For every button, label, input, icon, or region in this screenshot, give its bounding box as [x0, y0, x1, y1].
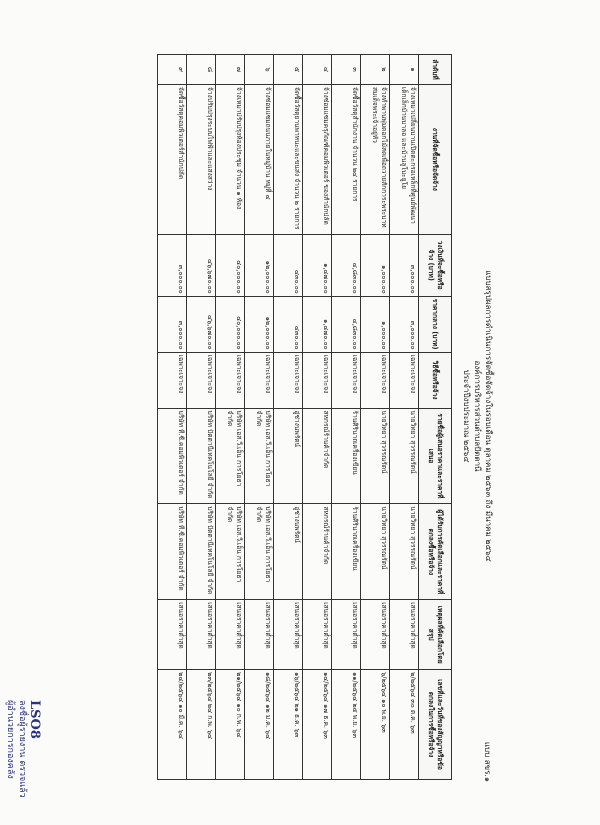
cell-reason: เสนอราคาต่ำสุด [332, 600, 361, 670]
cell-budget: ๔,๘๓๐.๐๐ [332, 234, 361, 296]
cell-no: ๖ [245, 55, 274, 85]
table-row [158, 55, 187, 780]
cell-method: เฉพาะเจาะจง [245, 352, 274, 408]
cell-bidders: บริษัท เอส.วี.เอ็น การโยธา จำกัด [245, 408, 274, 504]
cell-selected: บริษัท ที.ซี.คอมพิวเตอร์ จำกัด [158, 504, 187, 600]
col-header-median-price: ราคากลาง (บาท) [419, 296, 452, 352]
table-row [390, 55, 419, 780]
title-line-3: ประจำปีงบประมาณ ๒๕๖๔ [462, 369, 471, 463]
cell-no: ๘ [187, 55, 216, 85]
cell-contract: ๒๓/๒๕๖๔ ๒๔ ก.พ. ๖๔ [187, 670, 216, 780]
cell-item: จ้างเหมาเปลี่ยนบานเปิดตะกรอเหล็กที่ศูนย์พัฒนาเด็กเล็กบ้านบาลอ และบ้านลูโบะยูโย [390, 84, 419, 234]
col-header-selected: ผู้ได้รับการคัดเลือกและราคาที่ตกลงซื้อหรือจ้าง [419, 504, 452, 600]
cell-budget: ๑๒,๐๐๐.๐๐ [245, 234, 274, 296]
cell-contract: ๑๘/๒๕๖๔ ๑๒ ม.ค. ๖๔ [245, 670, 274, 780]
cell-item: จัดซื้อวัสดุสำนักงาน จำนวน ๒๔ รายการ [332, 84, 361, 234]
cell-bidders: นายวิทยา สุวรรณรัตน์ [390, 408, 419, 504]
cell-reason: เสนอราคาต่ำสุด [303, 600, 332, 670]
cell-selected: นายวิทยา สุวรรณรัตน์ [361, 504, 390, 600]
col-header-item: งานที่จัดซื้อหรือจัดจ้าง [419, 84, 452, 234]
cell-selected: อู่ช่างนพรัตน์ [274, 504, 303, 600]
table-row [187, 55, 216, 780]
cell-no: ๓ [332, 55, 361, 85]
form-code: แบบ สขร.๑ [483, 741, 492, 782]
cell-budget: ๔๓๐.๐๐ [274, 234, 303, 296]
cell-selected: บริษัท ปัตตานีเทคโนโลยี จำกัด [187, 504, 216, 600]
cell-budget: ๑,๔๗๐.๐๐ [303, 234, 332, 296]
cell-no: ๗ [216, 55, 245, 85]
cell-selected: บริษัท เอส.วี.เอ็น การโยธา จำกัด [216, 504, 245, 600]
table-row [274, 55, 303, 780]
cell-bidders: อู่ช่างนพรัตน์ [274, 408, 303, 504]
cell-reason: เสนอราคาต่ำสุด [187, 600, 216, 670]
cell-item: จัดซื้อวัสดุยานพาหนะและขนส่ง จำนวน ๒ รายการ [274, 84, 303, 234]
table-row [216, 55, 245, 780]
cell-bidders: ร้านศิรินาถเครื่องเขียน [332, 408, 361, 504]
cell-median-price: ๓,๐๐๐.๐๐ [158, 296, 187, 352]
cell-no: ๔ [303, 55, 332, 85]
cell-item: จ้างเหมาปรับปรุงห้องประชุม จำนวน ๑ ห้อง [216, 84, 245, 234]
cell-budget: ๓,๐๐๐.๐๐ [158, 234, 187, 296]
title-line-2: องค์การบริหารส่วนตำบลปัตตานี [473, 360, 482, 472]
cell-method: เฉพาะเจาะจง [361, 352, 390, 408]
signature-line-2: ผู้อำนวยการกองคลัง [5, 700, 15, 779]
table-header-row [419, 55, 452, 780]
cell-contract: ๑๔/๒๕๖๔ ๑๗ ธ.ค. ๖๓ [303, 670, 332, 780]
col-header-budget: วงเงินที่จะซื้อหรือจ้าง (บาท) [419, 234, 452, 296]
cell-item: จ้างซ่อมแซมครุภัณฑ์คอมพิวเตอร์ ของสำนักปลัด [303, 84, 332, 234]
cell-median-price: ๑,๔๗๐.๐๐ [303, 296, 332, 352]
cell-no: ๒ [361, 55, 390, 85]
cell-selected: สหกรณ์ร้านค้าจำกัด [303, 504, 332, 600]
cell-bidders: สหกรณ์ร้านค้าจำกัด [303, 408, 332, 504]
cell-budget: ๔๖,๖๗๐.๐๐ [187, 234, 216, 296]
cell-reason: เสนอราคาต่ำสุด [274, 600, 303, 670]
cell-no: ๙ [158, 55, 187, 85]
cell-reason: เสนอราคาต่ำสุด [216, 600, 245, 670]
cell-contract: ๑๑/๒๕๖๔ ๒๕ พ.ย. ๖๓ [332, 670, 361, 780]
cell-contract: ๒/๒๕๖๔ ๓๐ ต.ค. ๖๓ [390, 670, 419, 780]
handwritten-signature-block [4, 700, 40, 798]
table-row [361, 55, 390, 780]
cell-median-price: ๔๓๐.๐๐ [274, 296, 303, 352]
cell-reason: เสนอราคาต่ำสุด [158, 600, 187, 670]
cell-bidders: นายวิทยา สุวรรณรัตน์ [361, 408, 390, 504]
cell-contract: ๒๔/๒๕๖๔ ๑๐ มี.ค. ๖๔ [158, 670, 187, 780]
cell-selected: บริษัท เอส.วี.เอ็น การโยธา จำกัด [245, 504, 274, 600]
col-header-method: วิธีซื้อหรือจ้าง [419, 352, 452, 408]
cell-no: ๕ [274, 55, 303, 85]
cell-item: จัดซื้อวัสดุคอมพิวเตอร์สำนักปลัด [158, 84, 187, 234]
cell-selected: นายวิทยา สุวรรณรัตน์ [390, 504, 419, 600]
cell-median-price: ๔๐,๐๐๐.๐๐ [216, 296, 245, 352]
cell-bidders: บริษัท ปัตตานีเทคโนโลยี จำกัด [187, 408, 216, 504]
cell-budget: ๑,๐๐๐.๐๐ [361, 234, 390, 296]
cell-contract: ๑๖/๒๕๖๔ ๒๑ ธ.ค. ๖๓ [274, 670, 303, 780]
cell-budget: ๔๐,๐๐๐.๐๐ [216, 234, 245, 296]
col-header-bidders: รายชื่อผู้เสนอราคาและราคาที่เสนอ [419, 408, 452, 504]
cell-method: เฉพาะเจาะจง [332, 352, 361, 408]
cell-budget: ๓,๐๐๐.๐๐ [390, 234, 419, 296]
cell-reason: เสนอราคาต่ำสุด [361, 600, 390, 670]
cell-median-price: ๑,๐๐๐.๐๐ [361, 296, 390, 352]
cell-item: จ้างปรับปรุงระบบไฟฟ้าและแสงสว่าง [187, 84, 216, 234]
cell-item: จ้างซ่อมแซมถนนภายในหมู่บ้าน หมู่ที่ ๔ [245, 84, 274, 234]
cell-method: เฉพาะเจาะจง [187, 352, 216, 408]
cell-reason: เสนอราคาต่ำสุด [245, 600, 274, 670]
signature-number: LSO8 [27, 700, 42, 739]
cell-median-price: ๔,๘๓๐.๐๐ [332, 296, 361, 352]
rotated-page [74, 46, 494, 786]
table-row [303, 55, 332, 780]
cell-bidders: บริษัท ที.ซี.คอมพิวเตอร์ จำกัด [158, 408, 187, 504]
table-row [332, 55, 361, 780]
cell-median-price: ๓,๐๐๐.๐๐ [390, 296, 419, 352]
cell-no: ๑ [390, 55, 419, 85]
cell-contract: ๒๑/๒๕๖๔ ๑๐ ก.พ. ๖๔ [216, 670, 245, 780]
cell-contract: ๖/๒๕๖๔ ๑๐ พ.ย. ๖๓ [361, 670, 390, 780]
cell-selected: ร้านศิรินาถเครื่องเขียน [332, 504, 361, 600]
cell-method: เฉพาะเจาะจง [158, 352, 187, 408]
table-row [245, 55, 274, 780]
cell-reason: เสนอราคาต่ำสุด [390, 600, 419, 670]
col-header-reason: เหตุผลที่คัดเลือกโดยสรุป [419, 600, 452, 670]
cell-median-price: ๑๒,๐๐๐.๐๐ [245, 296, 274, 352]
cell-method: เฉพาะเจาะจง [216, 352, 245, 408]
col-header-contract: เลขที่และวันที่ของสัญญาหรือข้อตกลงในการซื้อหรือจ้าง [419, 670, 452, 780]
cell-median-price: ๔๖,๖๗๐.๐๐ [187, 296, 216, 352]
cell-method: เฉพาะเจาะจง [303, 352, 332, 408]
cell-method: เฉพาะเจาะจง [390, 352, 419, 408]
procurement-table [157, 54, 452, 780]
col-header-no: ลำดับที่ [419, 55, 452, 85]
document-title-block [461, 46, 494, 786]
cell-item: จ้างทำพานพุ่มดอกไม้สดเพื่อถวายสักการะพระบาทสมเด็จพระเจ้าอยู่หัว [361, 84, 390, 234]
cell-bidders: บริษัท เอส.วี.เอ็น การโยธา จำกัด [216, 408, 245, 504]
title-line-1: แบบสรุปผลการดำเนินการจัดซื้อจัดจ้างในรอบเดือน ตุลาคม ๒๕๖๓ ถึง มีนาคม ๒๕๖๔ [484, 270, 493, 562]
signature-line-1: ลงชื่อผู้รายงาน ตรวจแล้ว [17, 700, 27, 798]
cell-method: เฉพาะเจาะจง [274, 352, 303, 408]
